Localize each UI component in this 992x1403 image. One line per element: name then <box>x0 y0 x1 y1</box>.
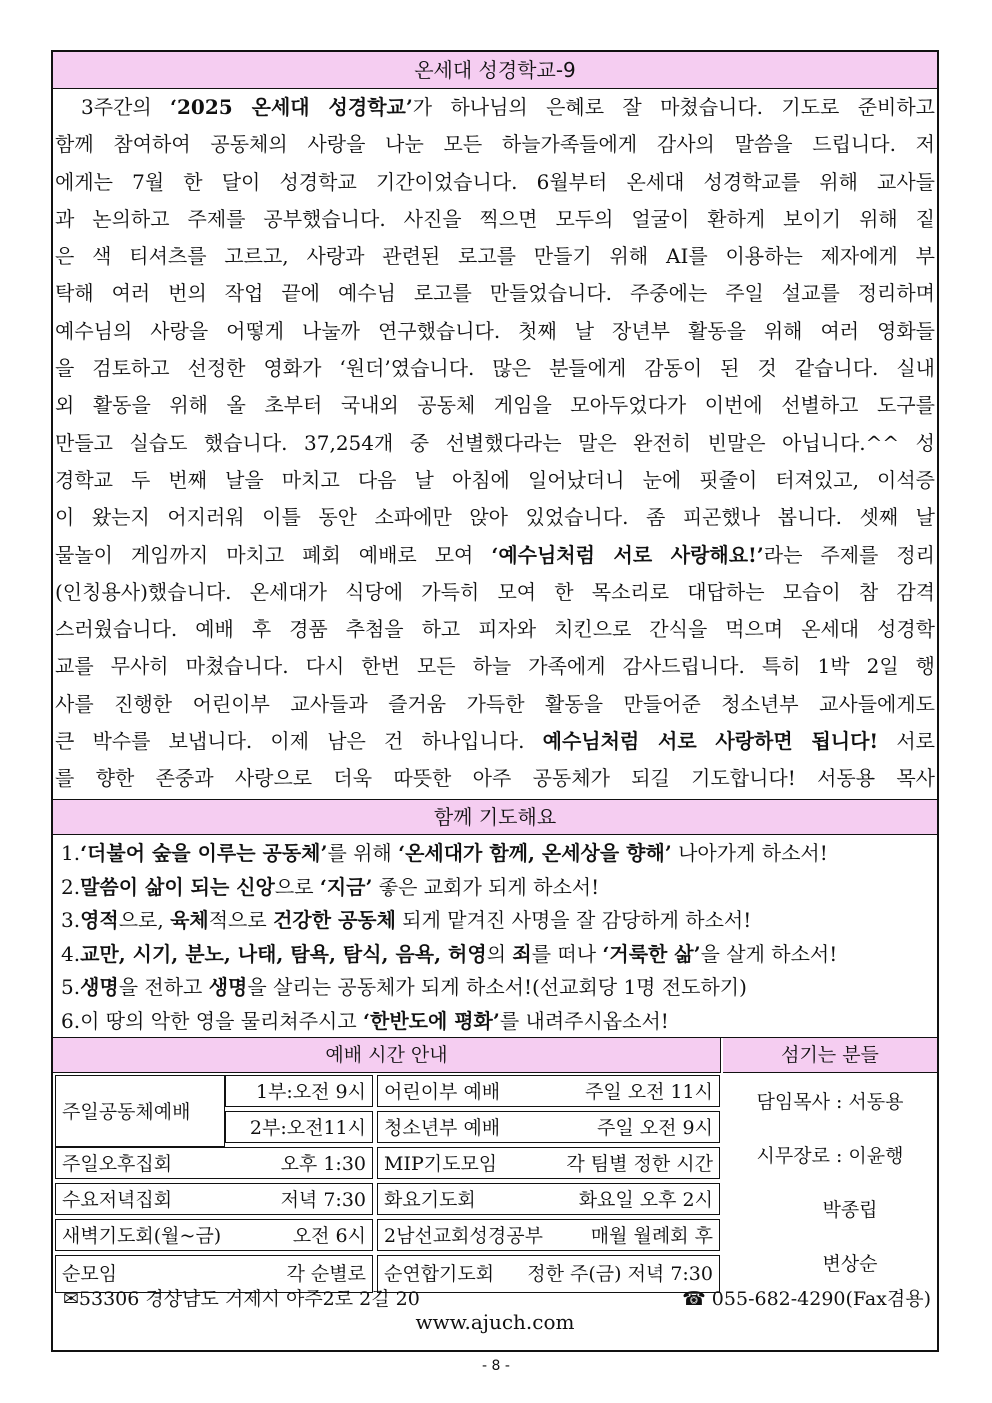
article-title: 온세대 성경학교-9 <box>53 52 937 89</box>
prayer-list <box>53 835 937 1038</box>
article-line <box>53 425 937 462</box>
wednesday-time: 저녁 7:30 <box>280 1189 366 1211</box>
text-run: 외 활동을 위해 올 초부터 국내외 공동체 게임을 모아두었다가 이번에 선별하고 도구를 <box>55 393 935 418</box>
article-line <box>53 686 937 723</box>
sunday-service-2: 2부:오전11시 <box>225 1111 373 1143</box>
prayer-item <box>53 1005 937 1039</box>
bold-text: ‘온세대가 함께, 온세상을 향해’ <box>398 841 672 865</box>
tuesday-prayer <box>377 1183 720 1215</box>
cellpray-time: 정한 주(금) 저녁 7:30 <box>527 1263 713 1285</box>
bold-text: ‘거룩한 삶’ <box>602 941 701 966</box>
cell-prayer <box>377 1255 720 1293</box>
text-run: 교를 무사히 마쳤습니다. 다시 한번 모든 하늘 가족에게 감사드립니다. 특히 1박 2일 행 <box>55 654 935 679</box>
text-run: 를 떠나 <box>531 941 603 966</box>
text-run: 좋은 교회가 되게 하소서! <box>372 874 600 899</box>
text-run: 으로, <box>118 908 171 932</box>
servants-title: 섬기는 분들 <box>723 1038 937 1073</box>
text-run: 를 위해 <box>327 841 399 865</box>
prayer-item <box>53 904 937 938</box>
text-run: 적으로 <box>208 908 274 932</box>
bold-text: 교만, 시기, 분노, 나태, 탐욕, 탐식, 음욕, 허영 <box>80 941 487 966</box>
elder-1: 시무장로 : 이윤행 <box>756 1145 904 1167</box>
article-line <box>53 275 937 312</box>
article-line <box>53 499 937 536</box>
article-line <box>53 126 937 163</box>
bold-text: 건강한 공동체 <box>273 908 396 932</box>
text-run: 사를 진행한 어린이부 교사들과 즐거움 가득한 활동을 만들어준 청소년부 교사들에게도 <box>55 691 935 716</box>
text-run: 의 <box>486 941 513 966</box>
bulletin-frame <box>51 50 939 1352</box>
bold-text: ‘지금’ <box>319 874 373 899</box>
text-run: 3. <box>61 908 81 932</box>
afternoon-label: 주일오후집회 <box>62 1153 173 1175</box>
afternoon-time: 오후 1:30 <box>280 1153 366 1175</box>
text-run: 과 논의하고 주제를 공부했습니다. 사진을 찍으면 모두의 얼굴이 환하게 보이기 위해 짙 <box>55 206 935 231</box>
text-run: 4. <box>61 941 81 966</box>
article-line <box>53 313 937 350</box>
bold-text: ‘예수님처럼 서로 사랑해요!’ <box>491 542 764 567</box>
text-run: 을 살게 하소서! <box>700 941 838 966</box>
cell-label: 순모임 <box>62 1263 118 1285</box>
bold-text: 생명 <box>80 975 119 999</box>
text-run: 을 검토하고 선정한 영화가 ‘원더’였습니다. 많은 분들에게 감동이 된 것 같습니다. 실내 <box>55 356 935 381</box>
text-run: 가 하나님의 은혜로 잘 마쳤습니다. 기도로 준비하고 <box>412 95 935 119</box>
bold-text: 생명 <box>208 975 248 999</box>
bold-text: 예수님처럼 서로 사랑하면 됩니다! <box>542 729 879 754</box>
article-line <box>53 164 937 201</box>
dawn-label: 새벽기도회(월~금) <box>62 1225 222 1247</box>
text-run: 서로 <box>878 729 936 754</box>
website-link[interactable]: www.ajuch.com <box>415 1310 575 1334</box>
page-number: - 8 - <box>482 1358 510 1374</box>
wednesday-label: 수요저녁집회 <box>62 1189 173 1211</box>
text-run: 나아가게 하소서! <box>671 841 828 865</box>
bold-text: 육체 <box>170 908 209 932</box>
mip-prayer <box>377 1147 720 1179</box>
tuesday-label: 화요기도회 <box>384 1189 476 1211</box>
cell-time: 각 순별로 <box>286 1263 366 1285</box>
sunday-service-1: 1부:오전 9시 <box>225 1075 373 1107</box>
mission-time: 매월 월례회 후 <box>590 1225 713 1247</box>
prayer-title: 함께 기도해요 <box>53 800 937 835</box>
bold-text: ‘더불어 숲을 이루는 공동체’ <box>80 841 328 865</box>
text-run: 이 왔는지 어지러워 이틀 동안 소파에만 앉아 있었습니다. 좀 피곤했나 봅니다. 셋째 날 <box>55 505 935 530</box>
youth-service <box>377 1111 720 1143</box>
text-run: 2. <box>61 874 81 899</box>
wednesday-service <box>55 1183 373 1215</box>
text-run: 함께 참여하여 공동체의 사랑을 나눈 모든 하늘가족들에게 감사의 말씀을 드립니다. 저 <box>55 132 935 157</box>
phone: ☎ 055-682-4290(Fax겸용) <box>682 1288 931 1310</box>
youth-time: 주일 오전 9시 <box>597 1117 713 1139</box>
youth-label: 청소년부 예배 <box>384 1117 501 1139</box>
text-run: 1. <box>61 841 81 865</box>
text-run: 만들고 실습도 했습니다. 37,254개 중 선별했다라는 말은 완전히 빈말은 아닙니다.^^ 성 <box>55 430 935 455</box>
cellpray-label: 순연합기도회 <box>384 1263 495 1285</box>
mip-time: 각 팀별 정한 시간 <box>566 1153 713 1175</box>
dawn-time: 오전 6시 <box>292 1225 366 1247</box>
footer <box>53 1288 937 1340</box>
kids-service <box>377 1075 720 1107</box>
article-line <box>53 387 937 424</box>
text-run: 6.이 땅의 악한 영을 물리쳐주시고 <box>61 1008 364 1033</box>
article-line <box>53 462 937 499</box>
text-run: 탁해 여러 번의 작업 끝에 예수님 로고를 만들었습니다. 주중에는 주일 설교를 정리하며 <box>55 281 935 306</box>
text-run: 을 살리는 공동체가 되게 하소서!(선교회당 1명 전도하기) <box>247 975 747 999</box>
address: ✉53306 경상남도 거제시 아주2로 2길 20 <box>63 1288 420 1310</box>
mip-label: MIP기도모임 <box>384 1153 498 1175</box>
article-line <box>53 201 937 238</box>
bold-text: 영적 <box>80 908 119 932</box>
article-line <box>53 350 937 387</box>
article-line <box>53 574 937 611</box>
prayer-item <box>53 871 937 905</box>
text-run: 스러웠습니다. 예배 후 경품 추첨을 하고 피자와 치킨으로 간식을 먹으며 온세대 성경학 <box>55 617 935 642</box>
prayer-item <box>53 971 937 1005</box>
schedule-title: 예배 시간 안내 <box>53 1038 721 1073</box>
text-run: 을 전하고 <box>118 975 209 999</box>
text-run: 예수님의 사랑을 어떻게 나눌까 연구했습니다. 첫째 날 장년부 활동을 위해 여러 영화들 <box>55 318 935 343</box>
text-run: 에게는 7월 한 달이 성경학교 기간이었습니다. 6월부터 온세대 성경학교를 위해 교사들 <box>55 169 935 194</box>
text-run: 은 색 티셔츠를 고르고, 사랑과 관련된 로고를 만들기 위해 AI를 이용하는 제자에게 부 <box>55 244 935 269</box>
text-run: 를 향한 존중과 사랑으로 더욱 따뜻한 아주 공동체가 되길 기도합니다! 서동용 목사 <box>55 766 935 791</box>
bold-text: ‘한반도에 평화’ <box>363 1008 500 1033</box>
prayer-item <box>53 938 937 972</box>
article-line <box>53 537 937 574</box>
bold-text: 죄 <box>512 941 532 966</box>
senior-pastor: 담임목사 : 서동용 <box>756 1091 904 1113</box>
elder-3: 변상순 <box>822 1253 878 1275</box>
servants-box <box>723 1075 937 1279</box>
elder-2: 박종립 <box>822 1199 878 1221</box>
text-run: 되게 맡겨진 사명을 잘 감당하게 하소서! <box>395 908 752 932</box>
article-line <box>53 648 937 685</box>
sunday-service-label: 주일공동체예배 <box>55 1075 225 1147</box>
text-run: 으로 <box>274 874 320 899</box>
article-line <box>53 760 937 797</box>
info-section <box>53 1038 937 1334</box>
article-line <box>53 89 937 126</box>
text-run: 를 내려주시옵소서! <box>499 1008 669 1033</box>
mission-label: 2남선교회성경공부 <box>384 1225 543 1247</box>
prayer-item <box>53 837 937 871</box>
bold-text: ‘2025 온세대 성경학교’ <box>170 95 413 119</box>
text-run: 라는 주제를 정리 <box>763 542 935 567</box>
article-body <box>53 89 937 800</box>
kids-label: 어린이부 예배 <box>384 1081 501 1103</box>
kids-time: 주일 오전 11시 <box>584 1081 713 1103</box>
text-run: 물놀이 게임까지 마치고 폐회 예배로 모여 <box>55 542 492 567</box>
afternoon-service <box>55 1147 373 1179</box>
article-line <box>53 611 937 648</box>
tuesday-time: 화요일 오후 2시 <box>578 1189 713 1211</box>
text-run: (인칭용사)했습니다. 온세대가 식당에 가득히 모여 한 목소리로 대답하는 모습이 참 감격 <box>55 579 935 604</box>
dawn-prayer <box>55 1219 373 1251</box>
bold-text: 말씀이 삶이 되는 신앙 <box>80 874 275 899</box>
text-run: 경학교 두 번째 날을 마치고 다음 날 아침에 일어났더니 눈에 핏줄이 터져있고, 이석증 <box>55 467 935 492</box>
article-line <box>53 238 937 275</box>
article-line <box>53 723 937 760</box>
text-run: 큰 박수를 보냅니다. 이제 남은 건 하나입니다. <box>55 729 543 754</box>
text-run: 5. <box>61 975 81 999</box>
mission-study <box>377 1219 720 1251</box>
text-run: 3주간의 <box>81 95 171 119</box>
